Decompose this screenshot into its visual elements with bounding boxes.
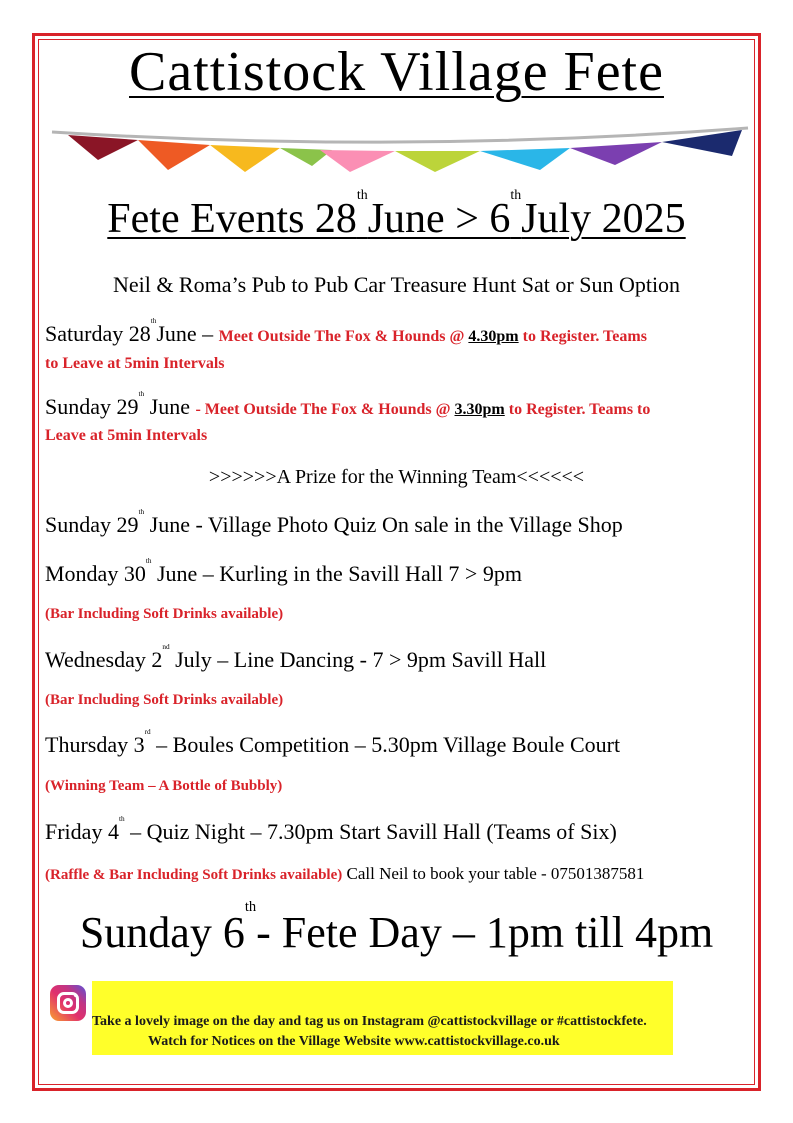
treasure-hunt-title: Neil & Roma’s Pub to Pub Car Treasure Hunt Sat or Sun Option (112, 272, 681, 297)
thursday-event: Thursday 3rd – Boules Competition – 5.30pm Village Boule Court (45, 728, 621, 757)
footer-instagram-text: Take a lovely image on the day and tag us on Instagram @cattistockvillage or #cattistockfete. (92, 1014, 647, 1029)
saturday-event-detail: to Leave at 5min Intervals (45, 355, 225, 372)
thursday-note: (Winning Team – A Bottle of Bubbly) (45, 778, 283, 794)
sunday-event: Sunday 29th June - Meet Outside The Fox & Hounds @ 3.30pm to Register. Teams to (45, 390, 651, 419)
friday-event: Friday 4th – Quiz Night – 7.30pm Start Savill Hall (Teams of Six) (45, 815, 617, 844)
monday-event: Monday 30th June – Kurling in the Savill Hall 7 > 9pm (45, 557, 522, 586)
events-heading-text: Fete Events 28thJune > 6thJuly 2025 (107, 187, 686, 242)
monday-note: (Bar Including Soft Drinks available) (45, 606, 284, 622)
saturday-event: Saturday 28thJune – Meet Outside The Fox & Hounds @ 4.30pm to Register. Teams (45, 317, 647, 346)
page-title: Cattistock Village Fete (129, 41, 664, 103)
fete-day-heading: Sunday 6th- Fete Day – 1pm till 4pm (79, 899, 714, 957)
bunting-decoration (50, 120, 750, 180)
wednesday-event: Wednesday 2nd July – Line Dancing - 7 > 9pm Savill Hall (45, 643, 547, 672)
events-heading (0, 187, 793, 245)
instagram-icon[interactable] (50, 985, 86, 1021)
photo-quiz-event: Sunday 29th June - Village Photo Quiz On sale in the Village Shop (45, 508, 623, 537)
footer-website-text: Watch for Notices on the Village Website www.cattistockvillage.co.uk (148, 1034, 560, 1049)
sunday-event-detail: Leave at 5min Intervals (45, 427, 208, 444)
prize-text: >>>>>>A Prize for the Winning Team<<<<<< (208, 466, 585, 488)
friday-note: (Raffle & Bar Including Soft Drinks available) Call Neil to book your table - 07501387581 (45, 864, 645, 883)
wednesday-note: (Bar Including Soft Drinks available) (45, 692, 284, 708)
